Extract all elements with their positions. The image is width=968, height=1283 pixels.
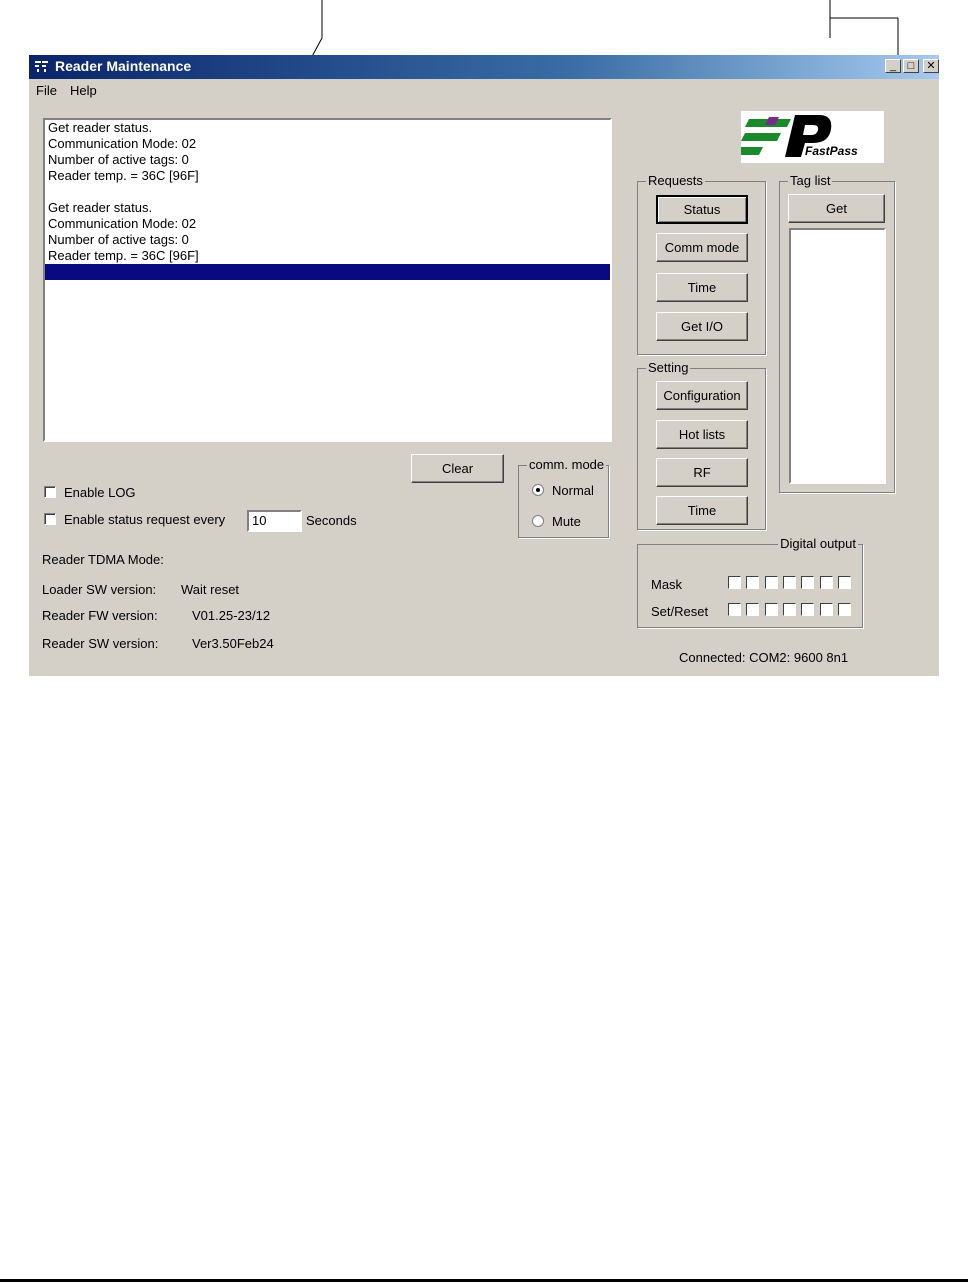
hot-lists-button[interactable]: Hot lists <box>656 420 748 449</box>
log-list[interactable] <box>43 118 612 442</box>
mask-bit-checkbox[interactable] <box>728 576 741 589</box>
set-reset-bit-checkbox[interactable] <box>783 603 796 616</box>
loader-sw-label: Loader SW version: <box>42 582 157 597</box>
title-bar[interactable] <box>29 55 939 79</box>
log-line: Get reader status. <box>48 120 153 135</box>
mask-bit-checkbox[interactable] <box>765 576 778 589</box>
set-reset-label: Set/Reset <box>651 604 709 619</box>
set-reset-bit-checkbox[interactable] <box>801 603 814 616</box>
log-line: Get reader status. <box>48 200 153 215</box>
page-bottom-rule <box>0 1279 968 1282</box>
interval-input[interactable]: 10 <box>247 510 302 532</box>
maximize-button[interactable]: □ <box>903 59 919 73</box>
mask-bit-checkbox[interactable] <box>801 576 814 589</box>
log-line: Reader temp. = 36C [96F] <box>48 168 199 183</box>
enable-status-label: Enable status request every <box>64 512 226 527</box>
set-reset-bit-checkbox[interactable] <box>838 603 851 616</box>
reader-sw-label: Reader SW version: <box>42 636 159 651</box>
clear-button[interactable]: Clear <box>411 454 504 483</box>
setting-legend: Setting <box>648 360 689 375</box>
minimize-button[interactable]: _ <box>885 59 901 73</box>
log-line: Number of active tags: 0 <box>48 232 189 247</box>
rf-button[interactable]: RF <box>656 458 748 487</box>
mask-bit-checkbox[interactable] <box>838 576 851 589</box>
normal-radio[interactable] <box>532 484 544 496</box>
status-button[interactable]: Status <box>656 195 748 224</box>
get-tags-button[interactable]: Get <box>788 194 885 223</box>
configuration-button[interactable]: Configuration <box>656 381 748 410</box>
mute-label: Mute <box>552 514 581 529</box>
tag-list-box[interactable] <box>789 228 886 484</box>
set-reset-bit-checkbox[interactable] <box>728 603 741 616</box>
requests-legend: Requests <box>648 173 703 188</box>
fastpass-logo <box>741 111 884 163</box>
reader-fw-label: Reader FW version: <box>42 608 158 623</box>
get-io-button[interactable]: Get I/O <box>656 312 748 341</box>
reader-sw-value: Ver3.50Feb24 <box>192 636 274 651</box>
window-title: Reader Maintenance <box>55 58 192 74</box>
app-icon <box>34 59 50 75</box>
menu-help[interactable]: Help <box>70 83 97 98</box>
enable-log-checkbox[interactable] <box>44 486 56 498</box>
log-line: Number of active tags: 0 <box>48 152 189 167</box>
set-reset-bit-checkbox[interactable] <box>746 603 759 616</box>
normal-label: Normal <box>552 483 594 498</box>
seconds-label: Seconds <box>306 513 357 528</box>
reader-fw-value: V01.25-23/12 <box>192 608 271 623</box>
log-line: Communication Mode: 02 <box>48 136 197 151</box>
comm-mode-legend: comm. mode <box>529 457 605 472</box>
time-setting-button[interactable]: Time <box>656 496 748 525</box>
digital-output-legend: Digital output <box>780 536 856 551</box>
mask-bit-checkbox[interactable] <box>820 576 833 589</box>
close-button[interactable]: ✕ <box>923 59 939 73</box>
mask-bit-checkbox[interactable] <box>783 576 796 589</box>
enable-log-label: Enable LOG <box>64 485 136 500</box>
log-selected-line[interactable] <box>45 264 610 280</box>
enable-status-checkbox[interactable] <box>44 513 56 525</box>
logo-text: FastPass <box>805 144 858 158</box>
log-line: Communication Mode: 02 <box>48 216 197 231</box>
mask-bit-checkbox[interactable] <box>746 576 759 589</box>
tag-list-legend: Tag list <box>790 173 831 188</box>
set-reset-bit-checkbox[interactable] <box>765 603 778 616</box>
tdma-mode-label: Reader TDMA Mode: <box>42 552 164 567</box>
connection-status: Connected: COM2: 9600 8n1 <box>679 650 849 665</box>
log-line <box>45 184 610 200</box>
loader-sw-value: Wait reset <box>181 582 240 597</box>
time-request-button[interactable]: Time <box>656 273 748 302</box>
log-line: Reader temp. = 36C [96F] <box>48 248 199 263</box>
set-reset-bit-checkbox[interactable] <box>820 603 833 616</box>
menu-file[interactable]: File <box>36 83 57 98</box>
reader-maintenance-window <box>29 55 939 676</box>
mask-label: Mask <box>651 577 683 592</box>
mute-radio[interactable] <box>532 515 544 527</box>
comm-mode-button[interactable]: Comm mode <box>656 233 748 262</box>
